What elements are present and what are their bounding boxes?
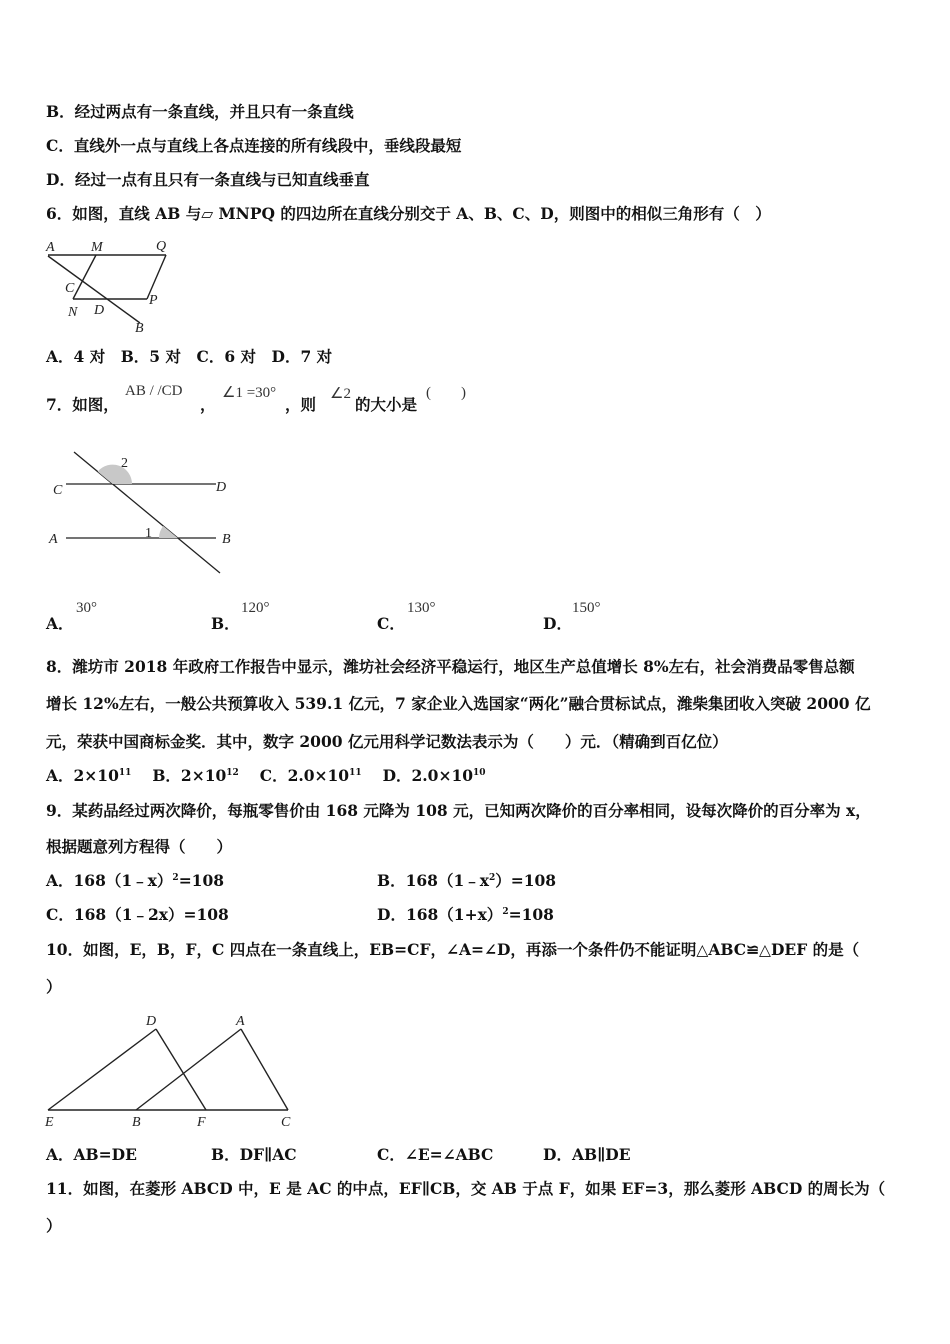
q5-option-d: D．经过一点有且只有一条直线与已知直线垂直 xyxy=(46,170,370,189)
q7-label-angle1: 1 xyxy=(145,526,152,541)
q10-figure xyxy=(44,1010,294,1130)
q10-line2: ） xyxy=(46,977,62,996)
q7-then: ，则 xyxy=(285,395,317,414)
q7-option-c-value: 130° xyxy=(407,600,436,616)
q10-label-a: A xyxy=(236,1014,245,1029)
q6-options: A．4 对 B．5 对 C．6 对 D．7 对 xyxy=(46,347,333,366)
q10-option-a: A．AB=DE xyxy=(46,1145,137,1164)
q7-label-angle2: 2 xyxy=(121,456,128,471)
q10-label-f: F xyxy=(197,1115,206,1130)
q8-options xyxy=(46,766,486,786)
q9-option-b: B．$168(1﹣x^2)=108$ xyxy=(377,871,557,890)
q7-comma: ， xyxy=(200,395,216,414)
q9-line1: 9．某药品经过两次降价，每瓶零售价由 168 元降为 108 元，已知两次降价的百分率相同，设每次降价的百分率为 x， xyxy=(46,801,871,820)
q9-option-a: A．168（1﹣x）$^2$=108 xyxy=(46,871,225,890)
q7-option-a-value: 30° xyxy=(76,600,97,616)
q7-label-b: B xyxy=(222,532,231,547)
q7-option-d-value: 150° xyxy=(572,600,601,616)
q8-option-d: D．2.0×10 xyxy=(382,766,474,785)
q10-label-c: C xyxy=(281,1115,291,1130)
q6-label-c: C xyxy=(65,281,75,296)
q7-formula-angle1: ∠1 =30° xyxy=(222,385,277,401)
q6-label-m: M xyxy=(91,240,103,255)
q7-label-d: D xyxy=(216,480,227,495)
q11-line2: ） xyxy=(46,1216,62,1235)
q10-option-d: D．AB∥DE xyxy=(543,1145,631,1164)
q8-option-c: C．2.0×10 xyxy=(259,766,350,785)
q10-label-e: E xyxy=(45,1115,54,1130)
q8-option-d-exp: 10 xyxy=(473,767,486,778)
q10-line1: 10．如图，E，B，F，C 四点在一条直线上，EB=CF，∠A=∠D，再添一个条件仍不能证明△ABC≌△DEF 的是（ xyxy=(46,940,860,959)
q7-figure xyxy=(44,445,244,580)
q8-line2: 增长 12%左右，一般公共预算收入 539.1 亿元，7 家企业入选国家“两化”融合贯标试点，潍柴集团收入突破 2000 亿 xyxy=(46,694,871,713)
q10-label-b: B xyxy=(132,1115,141,1130)
q9-option-c: C．168（1﹣2x）=108 xyxy=(46,905,229,924)
q7-formula-ab-cd: AB / /CD xyxy=(125,383,183,399)
q8-option-a: A．2×10 xyxy=(46,766,119,785)
q7-option-a-letter: A． xyxy=(46,614,74,633)
q8-option-b: B．2×10 xyxy=(152,766,227,785)
q9-option-d: D．$168(1+x)^2=108$ xyxy=(377,905,554,924)
q7-option-b-letter: B． xyxy=(211,614,240,633)
q7-label-a: A xyxy=(49,532,58,547)
q6-figure xyxy=(44,236,176,336)
q7-option-b-value: 120° xyxy=(241,600,270,616)
q6-label-q: Q xyxy=(156,239,167,254)
q8-line3: 元，荣获中国商标金奖．其中，数字 2000 亿元用科学记数法表示为（ ）元．（精确到百亿位） xyxy=(46,732,728,751)
q10-label-d: D xyxy=(146,1014,157,1029)
q10-option-c: C．∠E=∠ABC xyxy=(377,1145,494,1164)
q8-line1: 8．潍坊市 2018 年政府工作报告中显示，潍坊社会经济平稳运行，地区生产总值增长 8%左右，社会消费品零售总额 xyxy=(46,657,855,676)
q6-label-b: B xyxy=(135,321,144,336)
q6-label-n: N xyxy=(68,305,78,320)
q7-label-c: C xyxy=(53,483,63,498)
q5-option-b: B．经过两点有一条直线，并且只有一条直线 xyxy=(46,102,354,121)
q6-label-d: D xyxy=(94,303,105,318)
q7-suffix: 的大小是 xyxy=(355,395,418,414)
q8-option-a-exp: 11 xyxy=(118,767,132,778)
q6-label-p: P xyxy=(149,293,158,308)
q6-label-a: A xyxy=(46,240,55,255)
q11-line1: 11．如图，在菱形 ABCD 中，E 是 AC 的中点，EF∥CB，交 AB 于点 F，如果 EF=3，那么菱形 ABCD 的周长为（ xyxy=(46,1179,886,1198)
q6-stem: 6．如图，直线 AB 与▱ MNPQ 的四边所在直线分别交于 A、B、C、D，则图中的相似三角形有（ ） xyxy=(46,204,771,223)
q7-option-c-letter: C． xyxy=(377,614,405,633)
q7-option-d-letter: D． xyxy=(543,614,572,633)
q7-blank: ( ) xyxy=(426,385,466,401)
q10-option-b: B．DF∥AC xyxy=(211,1145,297,1164)
q5-option-c: C．直线外一点与直线上各点连接的所有线段中，垂线段最短 xyxy=(46,136,462,155)
q8-option-b-exp: 12 xyxy=(226,767,239,778)
q9-line2: 根据题意列方程得（ ） xyxy=(46,837,233,856)
q7-formula-angle2: ∠2 xyxy=(330,386,351,402)
q7-prefix: 7．如图， xyxy=(46,395,119,414)
q8-option-c-exp: 11 xyxy=(349,767,362,778)
